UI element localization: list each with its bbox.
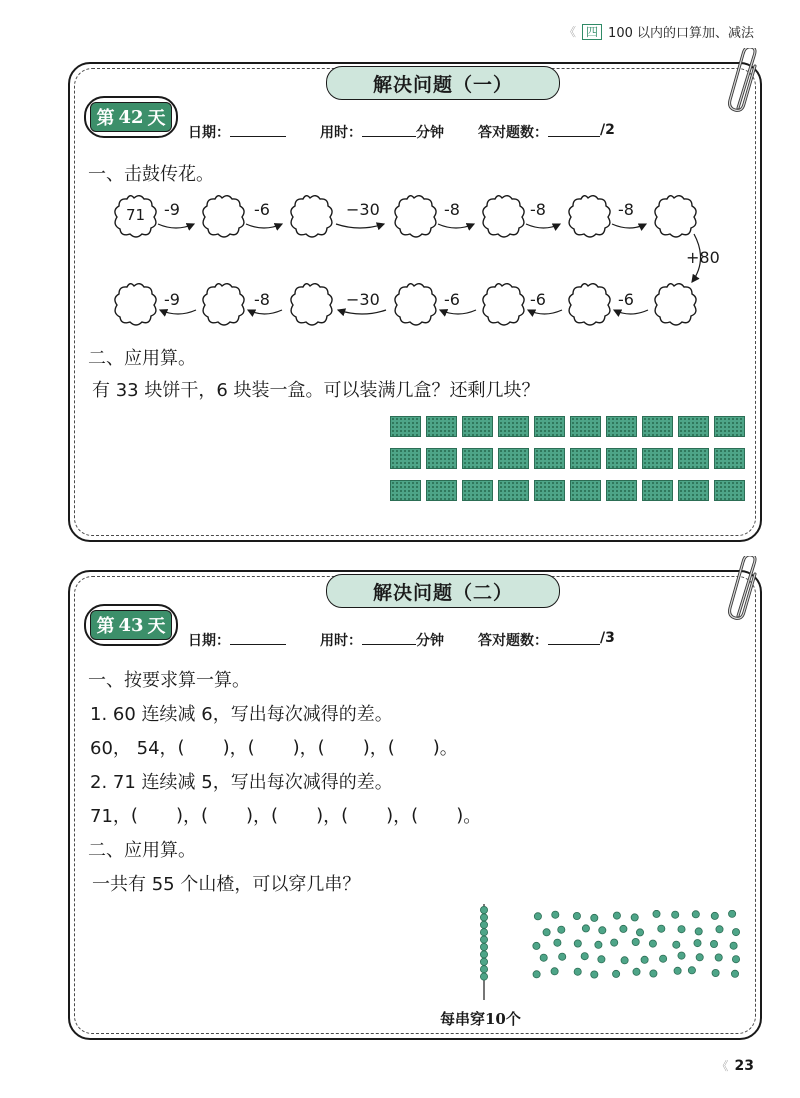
cookie xyxy=(642,448,673,469)
date-field[interactable] xyxy=(230,122,286,137)
hawthorn xyxy=(573,912,580,919)
section-heading-compute: 一、按要求算一算。 xyxy=(88,670,250,691)
meta-row xyxy=(188,630,615,650)
cookie xyxy=(534,480,565,501)
day-prefix: 第 xyxy=(96,616,115,637)
bead xyxy=(480,906,487,913)
hawthorn xyxy=(633,968,640,975)
meta-row xyxy=(188,122,615,142)
hawthorn xyxy=(695,928,702,935)
hawthorn xyxy=(595,941,602,948)
time-field[interactable] xyxy=(362,630,416,645)
bottom-op-6: -6 xyxy=(618,290,634,309)
cookie xyxy=(390,448,421,469)
hawthorn xyxy=(710,940,717,947)
flower-top-4 xyxy=(483,196,524,237)
day-suffix: 天 xyxy=(147,108,166,129)
hawthorn xyxy=(649,940,656,947)
top-op-1: -9 xyxy=(164,200,180,219)
page-footer xyxy=(717,1057,755,1074)
cookie xyxy=(570,448,601,469)
bead xyxy=(480,973,487,980)
sequence-2: 71， ( ) ， ( ) ， ( ) ， ( ) ， ( ) 。 xyxy=(90,802,481,828)
paperclip-icon xyxy=(724,48,764,114)
section-title: 解决问题（二） xyxy=(326,574,560,608)
loose-hawthorns xyxy=(530,910,742,982)
paperclip-icon xyxy=(724,556,764,622)
score-label: 答对题数： xyxy=(478,125,548,141)
top-op-2: -6 xyxy=(254,200,270,219)
score-total: /3 xyxy=(600,630,615,646)
score-field[interactable] xyxy=(548,122,600,137)
flower-top-2 xyxy=(291,196,332,237)
hawthorn xyxy=(591,914,598,921)
hawthorn xyxy=(696,954,703,961)
unit-title: 100 以内的口算加、减法 xyxy=(608,26,754,41)
hawthorn xyxy=(581,953,588,960)
score-field[interactable] xyxy=(548,630,600,645)
cookie xyxy=(462,416,493,437)
flower-top-1 xyxy=(203,196,244,237)
bottom-op-4: -6 xyxy=(444,290,460,309)
hawthorn xyxy=(730,942,737,949)
section-heading-apply: 二、应用算。 xyxy=(88,348,196,369)
question-2: 2. 71 连续减 5，写出每次减得的差。 xyxy=(90,772,393,793)
day-prefix: 第 xyxy=(96,108,115,129)
hawthorn xyxy=(729,910,736,917)
bead xyxy=(480,914,487,921)
hawthorn xyxy=(636,929,643,936)
date-label: 日期： xyxy=(188,633,230,649)
hawthorn xyxy=(688,967,695,974)
hawthorn xyxy=(632,938,639,945)
flower-bottom-4 xyxy=(291,284,332,325)
question-1: 1. 60 连续减 6，写出每次减得的差。 xyxy=(90,704,393,725)
cookie xyxy=(678,416,709,437)
day43-card xyxy=(68,570,762,1040)
cookie xyxy=(390,480,421,501)
hawthorn xyxy=(533,971,540,978)
caption-per-string: 每串穿10个 xyxy=(440,1010,521,1028)
cookie xyxy=(498,480,529,501)
top-op-5: -8 xyxy=(530,200,546,219)
hawthorn xyxy=(641,956,648,963)
hawthorn xyxy=(732,956,739,963)
hawthorn xyxy=(591,971,598,978)
bead xyxy=(480,921,487,928)
hawthorn xyxy=(660,955,667,962)
date-field[interactable] xyxy=(230,630,286,645)
chevron-icon: 《 xyxy=(564,25,577,39)
flower-bottom-3 xyxy=(395,284,436,325)
hawthorn xyxy=(599,927,606,934)
hawthorn xyxy=(658,925,665,932)
hawthorn xyxy=(711,912,718,919)
hawthorn xyxy=(552,911,559,918)
hawthorn xyxy=(621,957,628,964)
time-label: 用时： xyxy=(320,633,362,649)
bead xyxy=(480,951,487,958)
cookie xyxy=(498,416,529,437)
hawthorn xyxy=(574,968,581,975)
cookie xyxy=(426,480,457,501)
flower-bottom-2 xyxy=(483,284,524,325)
time-field[interactable] xyxy=(362,122,416,137)
cookie xyxy=(606,416,637,437)
question-hawthorn: 一共有 55 个山楂，可以穿几串？ xyxy=(92,874,361,895)
cookie xyxy=(534,448,565,469)
flower-bottom-0 xyxy=(655,284,696,325)
cookie xyxy=(714,416,745,437)
time-unit: 分钟 xyxy=(416,633,444,649)
bottom-op-5: -6 xyxy=(530,290,546,309)
bead xyxy=(480,966,487,973)
hawthorn xyxy=(540,954,547,961)
hawthorn xyxy=(559,953,566,960)
sequence-2-start: 71， xyxy=(90,806,131,827)
hawthorn xyxy=(551,968,558,975)
hawthorn xyxy=(653,910,660,917)
bead xyxy=(480,943,487,950)
hawthorn xyxy=(613,970,620,977)
cookie xyxy=(570,416,601,437)
hawthorn xyxy=(650,970,657,977)
day-badge xyxy=(84,96,178,138)
flower-bottom-5 xyxy=(203,284,244,325)
hawthorn-string-icon xyxy=(472,904,496,1000)
date-label: 日期： xyxy=(188,125,230,141)
hawthorn xyxy=(678,952,685,959)
hawthorn xyxy=(732,929,739,936)
section-heading-drum: 一、击鼓传花。 xyxy=(88,164,214,185)
cookie xyxy=(390,416,421,437)
sequence-1: 60， 54， ( ) ， ( ) ， ( ) ， ( ) 。 xyxy=(90,734,458,760)
question-cookies: 有 33 块饼干，6 块装一盒。可以装满几盒？还剩几块？ xyxy=(92,380,540,401)
page-header xyxy=(564,22,754,41)
hawthorn xyxy=(558,926,565,933)
cookie xyxy=(642,416,673,437)
cookie xyxy=(462,480,493,501)
cookie xyxy=(714,480,745,501)
day-number: 42 xyxy=(118,106,144,128)
page-number: 23 xyxy=(734,1057,754,1074)
score-label: 答对题数： xyxy=(478,633,548,649)
section-heading-apply: 二、应用算。 xyxy=(88,840,196,861)
day-number: 43 xyxy=(118,614,144,636)
hawthorn xyxy=(715,954,722,961)
hawthorn xyxy=(598,956,605,963)
hawthorn xyxy=(731,970,738,977)
flower-bottom-1 xyxy=(569,284,610,325)
top-op-3: −30 xyxy=(346,200,380,219)
cookie xyxy=(606,448,637,469)
flower-top-5 xyxy=(569,196,610,237)
chevron-icon: 《 xyxy=(716,1059,729,1073)
time-unit: 分钟 xyxy=(416,125,444,141)
section-title: 解决问题（一） xyxy=(326,66,560,100)
sequence-1-start: 60， 54， xyxy=(90,738,178,759)
hawthorn xyxy=(712,969,719,976)
top-op-6: -8 xyxy=(618,200,634,219)
cookie xyxy=(606,480,637,501)
hawthorn xyxy=(554,939,561,946)
cookie-grid xyxy=(354,416,743,500)
day42-card xyxy=(68,62,762,542)
hawthorn xyxy=(611,939,618,946)
day-suffix: 天 xyxy=(147,616,166,637)
cookie xyxy=(462,448,493,469)
turn-op: +80 xyxy=(686,248,720,267)
time-label: 用时： xyxy=(320,125,362,141)
hawthorn xyxy=(534,913,541,920)
hawthorn xyxy=(620,925,627,932)
bead xyxy=(480,929,487,936)
hawthorn xyxy=(694,940,701,947)
hawthorn xyxy=(674,967,681,974)
hawthorn xyxy=(574,940,581,947)
cookie xyxy=(678,448,709,469)
flower-bottom-6 xyxy=(115,284,156,325)
cookie xyxy=(498,448,529,469)
bottom-op-2: -8 xyxy=(254,290,270,309)
bead xyxy=(480,958,487,965)
cookie xyxy=(570,480,601,501)
cookie xyxy=(714,448,745,469)
cookie xyxy=(534,416,565,437)
score-total: /2 xyxy=(600,122,615,138)
hawthorn xyxy=(692,911,699,918)
cookie xyxy=(426,448,457,469)
hawthorn xyxy=(543,929,550,936)
bead xyxy=(480,936,487,943)
flower-top-6 xyxy=(655,196,696,237)
hawthorn xyxy=(533,942,540,949)
cookie xyxy=(642,480,673,501)
day-badge xyxy=(84,604,178,646)
flower-top-3 xyxy=(395,196,436,237)
unit-number: 四 xyxy=(582,24,602,40)
cookie xyxy=(426,416,457,437)
top-op-4: -8 xyxy=(444,200,460,219)
hawthorn xyxy=(673,941,680,948)
start-value: 71 xyxy=(126,206,146,224)
hawthorn xyxy=(582,925,589,932)
bottom-op-1: -9 xyxy=(164,290,180,309)
hawthorn xyxy=(613,912,620,919)
hawthorn xyxy=(678,926,685,933)
hawthorn xyxy=(631,914,638,921)
bottom-op-3: −30 xyxy=(346,290,380,309)
hawthorn xyxy=(716,926,723,933)
hawthorn xyxy=(672,911,679,918)
cookie xyxy=(678,480,709,501)
